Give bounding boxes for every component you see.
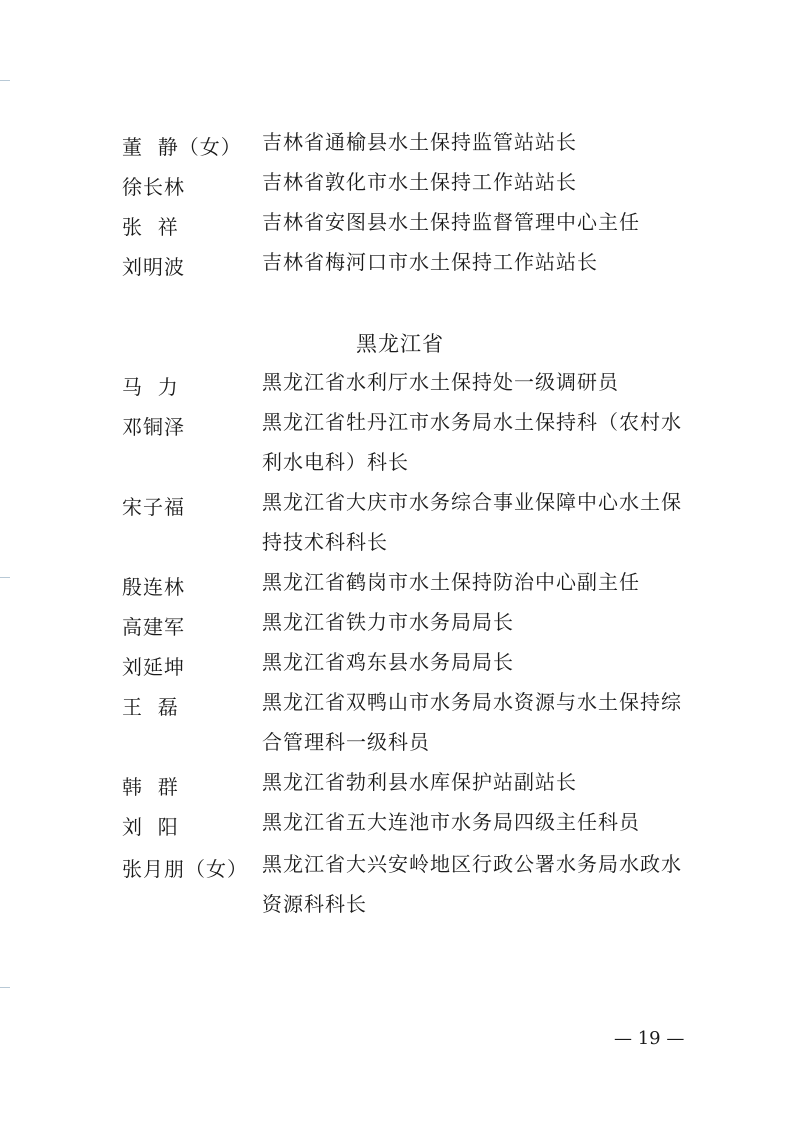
member-position: 吉林省梅河口市水土保持工作站站长 <box>262 250 598 274</box>
member-position: 黑龙江省牡丹江市水务局水土保持科（农村水利水电科）科长 <box>262 410 682 474</box>
member-name: 刘延坤 <box>122 655 185 679</box>
member-position: 黑龙江省铁力市水务局局长 <box>262 610 514 634</box>
member-position: 黑龙江省大兴安岭地区行政公署水务局水政水资源科科长 <box>262 852 682 916</box>
member-name: 殷连林 <box>122 575 185 599</box>
scan-edge-mark <box>0 577 10 578</box>
member-position: 吉林省通榆县水土保持监管站站长 <box>262 130 577 154</box>
member-position: 黑龙江省大庆市水务综合事业保障中心水土保持技术科科长 <box>262 490 682 554</box>
member-name: 刘 阳 <box>122 815 179 839</box>
member-name: 张月朋（女） <box>122 857 248 881</box>
member-position: 吉林省敦化市水土保持工作站站长 <box>262 170 577 194</box>
member-position: 黑龙江省水利厅水土保持处一级调研员 <box>262 370 619 394</box>
member-name: 高建军 <box>122 615 185 639</box>
member-position: 黑龙江省双鸭山市水务局水资源与水土保持综合管理科一级科员 <box>262 690 682 754</box>
member-position: 黑龙江省鹤岗市水土保持防治中心副主任 <box>262 570 640 594</box>
scan-edge-mark <box>0 987 10 988</box>
member-name: 邓铜泽 <box>122 415 185 439</box>
member-position: 黑龙江省鸡东县水务局局长 <box>262 650 514 674</box>
member-name: 韩 群 <box>122 775 179 799</box>
member-name: 徐长林 <box>122 175 185 199</box>
member-name: 张 祥 <box>122 215 179 239</box>
member-name: 马 力 <box>122 375 179 399</box>
scan-edge-mark <box>0 80 10 81</box>
member-name: 宋子福 <box>122 495 185 519</box>
member-name: 董 静（女） <box>122 135 242 159</box>
member-name: 刘明波 <box>122 255 185 279</box>
province-heading: 黑龙江省 <box>356 332 444 356</box>
member-position: 吉林省安图县水土保持监督管理中心主任 <box>262 210 640 234</box>
member-name: 王 磊 <box>122 695 179 719</box>
member-position: 黑龙江省五大连池市水务局四级主任科员 <box>262 810 640 834</box>
member-position: 黑龙江省勃利县水库保护站副站长 <box>262 770 577 794</box>
page-number: — 19 — <box>614 1028 685 1049</box>
